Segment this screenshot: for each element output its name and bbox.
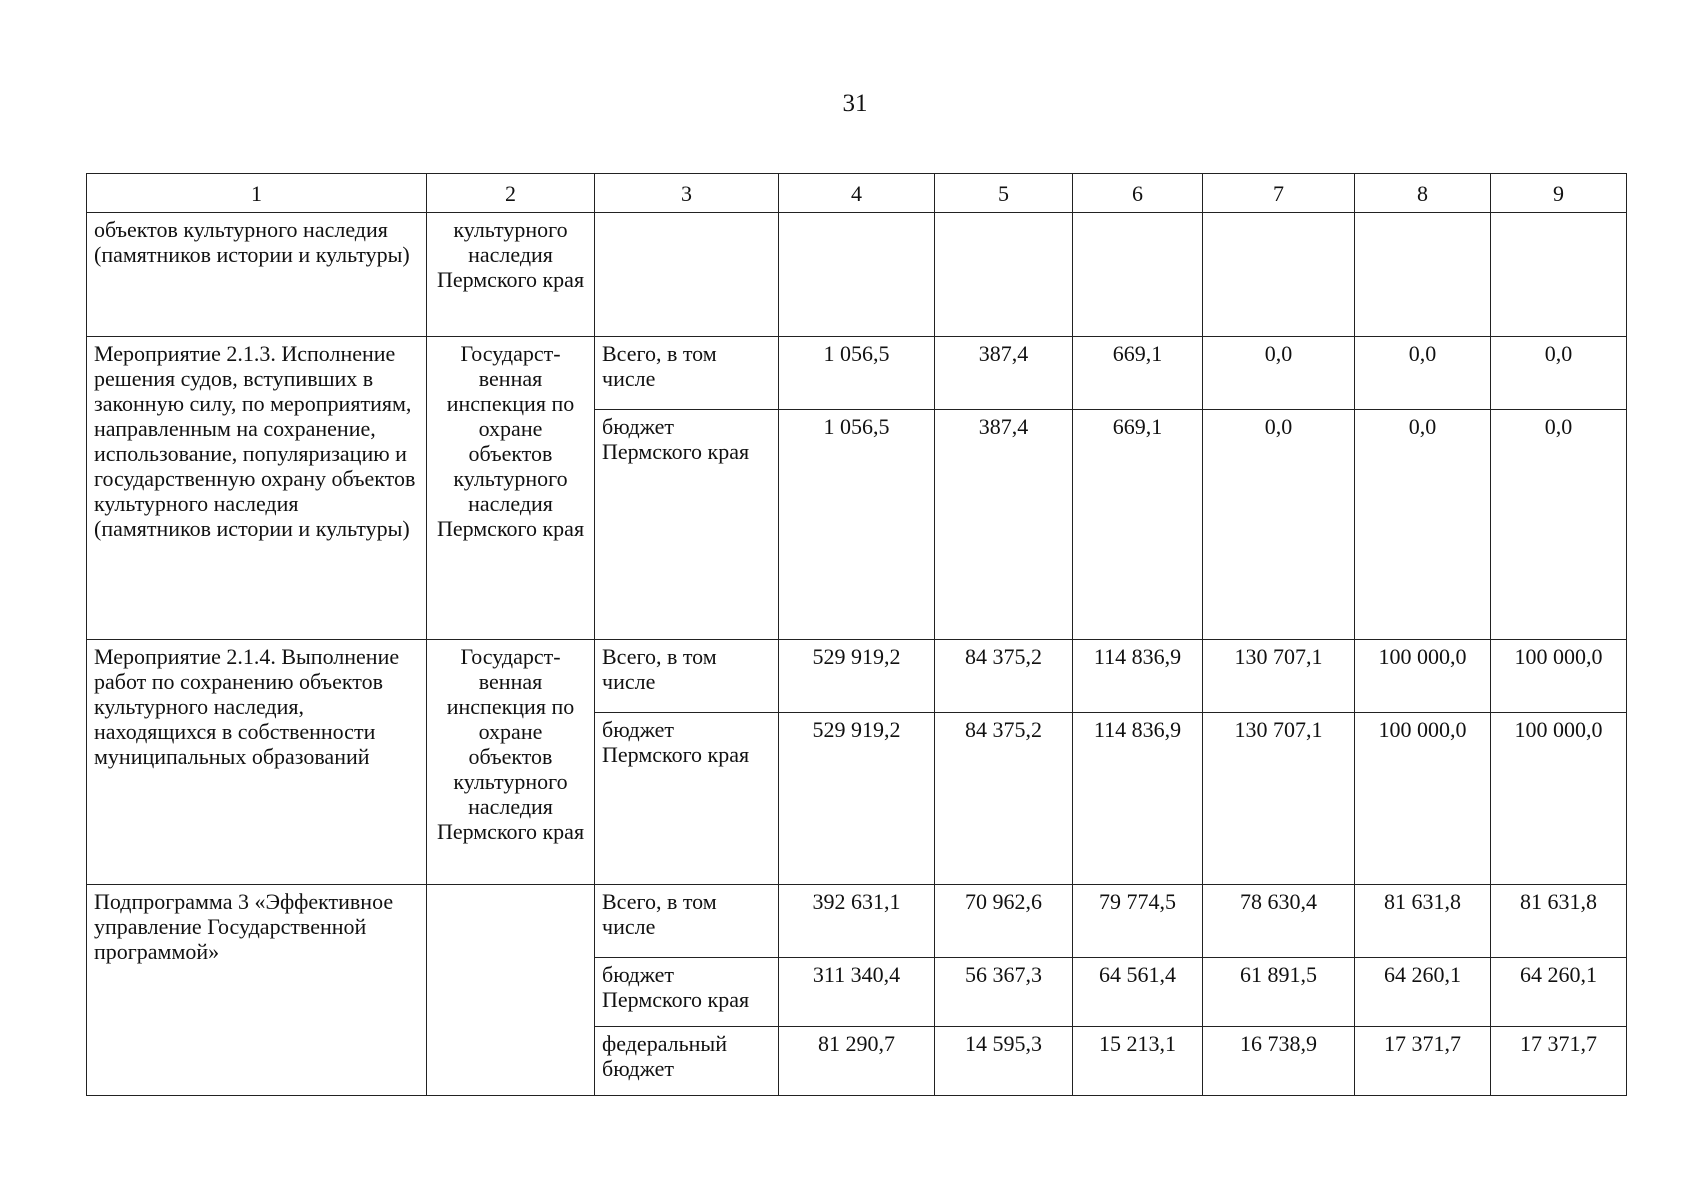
table-row	[87, 337, 1627, 410]
continuation-title: объектов культурного наследия (памятников истории и культуры)	[87, 213, 427, 337]
activity-title-2-1-3: Мероприятие 2.1.3. Исполнение решения судов, вступивших в законную силу, по мероприятиям, направленным на сохранение, использование, популяризацию и государственную охрану объектов культурного наследия (памятников истории и культуры)	[87, 337, 427, 640]
header-cell: 1	[87, 174, 427, 213]
empty-cell	[1203, 213, 1355, 337]
value-cell: 64 561,4	[1073, 958, 1203, 1027]
empty-cell	[935, 213, 1073, 337]
value-cell: 17 371,7	[1355, 1027, 1491, 1096]
activity-executor-2-1-3: Государст-венная инспекция по охране объектов культурного наследия Пермского края	[427, 337, 595, 640]
continuation-row	[87, 213, 1627, 337]
value-cell: 669,1	[1073, 337, 1203, 410]
header-cell: 6	[1073, 174, 1203, 213]
value-cell: 114 836,9	[1073, 713, 1203, 885]
empty-cell	[595, 213, 779, 337]
value-cell: 64 260,1	[1491, 958, 1627, 1027]
budget-table	[86, 173, 1627, 1096]
value-cell: 529 919,2	[779, 713, 935, 885]
table-row	[87, 640, 1627, 713]
header-cell: 2	[427, 174, 595, 213]
value-cell: 100 000,0	[1491, 640, 1627, 713]
subprogram-executor-3	[427, 885, 595, 1096]
funding-source: Всего, в том числе	[595, 885, 779, 958]
value-cell: 0,0	[1355, 410, 1491, 640]
table-row	[87, 885, 1627, 958]
value-cell: 79 774,5	[1073, 885, 1203, 958]
funding-source: бюджет Пермского края	[595, 713, 779, 885]
funding-source: Всего, в том числе	[595, 640, 779, 713]
page-number: 31	[842, 90, 868, 117]
empty-cell	[1491, 213, 1627, 337]
value-cell: 84 375,2	[935, 640, 1073, 713]
value-cell: 0,0	[1355, 337, 1491, 410]
header-cell: 8	[1355, 174, 1491, 213]
header-cell: 3	[595, 174, 779, 213]
value-cell: 84 375,2	[935, 713, 1073, 885]
value-cell: 0,0	[1491, 410, 1627, 640]
subprogram-title-3: Подпрограмма 3 «Эффективное управление Государственной программой»	[87, 885, 427, 1096]
value-cell: 17 371,7	[1491, 1027, 1627, 1096]
header-cell: 5	[935, 174, 1073, 213]
value-cell: 14 595,3	[935, 1027, 1073, 1096]
value-cell: 311 340,4	[779, 958, 935, 1027]
value-cell: 78 630,4	[1203, 885, 1355, 958]
empty-cell	[1073, 213, 1203, 337]
value-cell: 0,0	[1203, 337, 1355, 410]
value-cell: 100 000,0	[1491, 713, 1627, 885]
header-cell: 4	[779, 174, 935, 213]
value-cell: 0,0	[1203, 410, 1355, 640]
value-cell: 100 000,0	[1355, 640, 1491, 713]
value-cell: 0,0	[1491, 337, 1627, 410]
value-cell: 130 707,1	[1203, 713, 1355, 885]
value-cell: 669,1	[1073, 410, 1203, 640]
funding-source: федеральный бюджет	[595, 1027, 779, 1096]
continuation-executor: культурного наследия Пермского края	[427, 213, 595, 337]
value-cell: 61 891,5	[1203, 958, 1355, 1027]
value-cell: 16 738,9	[1203, 1027, 1355, 1096]
empty-cell	[779, 213, 935, 337]
value-cell: 114 836,9	[1073, 640, 1203, 713]
value-cell: 56 367,3	[935, 958, 1073, 1027]
value-cell: 392 631,1	[779, 885, 935, 958]
value-cell: 100 000,0	[1355, 713, 1491, 885]
value-cell: 64 260,1	[1355, 958, 1491, 1027]
value-cell: 387,4	[935, 410, 1073, 640]
value-cell: 81 631,8	[1355, 885, 1491, 958]
header-row	[87, 174, 1627, 213]
value-cell: 130 707,1	[1203, 640, 1355, 713]
activity-executor-2-1-4: Государст-венная инспекция по охране объектов культурного наследия Пермского края	[427, 640, 595, 885]
value-cell: 81 290,7	[779, 1027, 935, 1096]
value-cell: 1 056,5	[779, 410, 935, 640]
header-cell: 9	[1491, 174, 1627, 213]
funding-source: бюджет Пермского края	[595, 958, 779, 1027]
value-cell: 81 631,8	[1491, 885, 1627, 958]
activity-title-2-1-4: Мероприятие 2.1.4. Выполнение работ по сохранению объектов культурного наследия, находящихся в собственности муниципальных образований	[87, 640, 427, 885]
funding-source: бюджет Пермского края	[595, 410, 779, 640]
value-cell: 529 919,2	[779, 640, 935, 713]
value-cell: 1 056,5	[779, 337, 935, 410]
header-cell: 7	[1203, 174, 1355, 213]
value-cell: 70 962,6	[935, 885, 1073, 958]
value-cell: 387,4	[935, 337, 1073, 410]
value-cell: 15 213,1	[1073, 1027, 1203, 1096]
funding-source: Всего, в том числе	[595, 337, 779, 410]
empty-cell	[1355, 213, 1491, 337]
